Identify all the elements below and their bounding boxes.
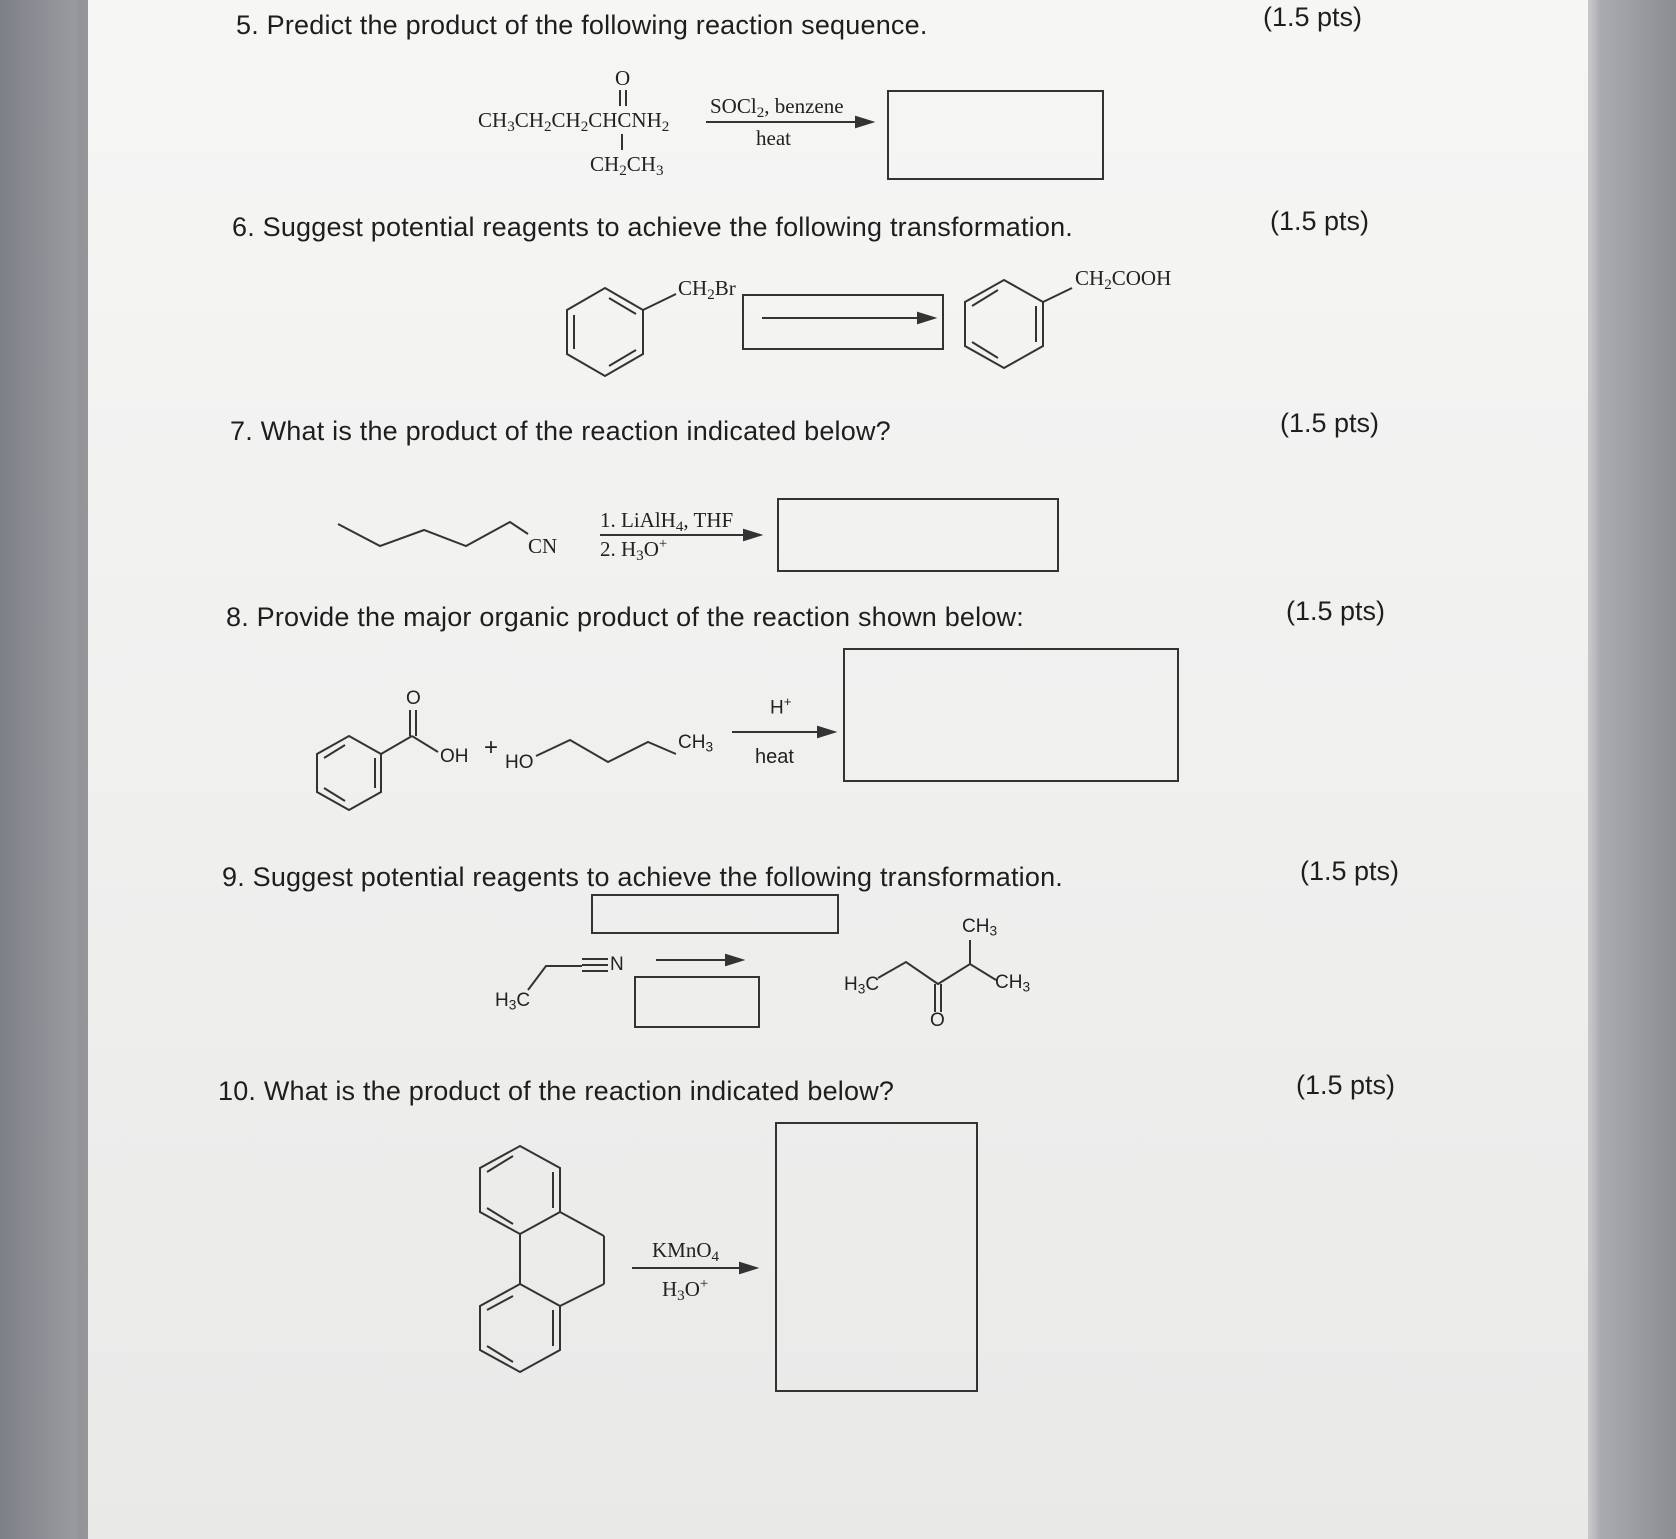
question-number: 10. xyxy=(218,1076,257,1106)
question-5 xyxy=(236,10,928,41)
question-text: What is the product of the reaction indicated below? xyxy=(263,1076,895,1106)
question-8-points: (1.5 pts) xyxy=(1286,596,1386,626)
question-text: Suggest potential reagents to achieve the following transformation. xyxy=(252,862,1064,892)
q8-acid-oh: OH xyxy=(440,746,469,767)
q7-step1: 1. LiAlH$_4$, THF xyxy=(600,508,734,535)
q9-start-methyl: $H_3C$ xyxy=(495,990,531,1013)
q7-answer-box[interactable] xyxy=(777,498,1059,572)
question-10-points: (1.5 pts) xyxy=(1296,1070,1396,1100)
q10-oxidant: KMnO$_4$ xyxy=(652,1238,720,1265)
q7-nitrile: CN xyxy=(528,534,558,558)
q9-product-left-methyl: $H_3C$ xyxy=(844,974,880,997)
q5-main-chain: $CH_3CH_2CH_2CHCNH_2$ xyxy=(478,108,670,135)
q8-plus-sign: + xyxy=(484,734,499,761)
question-number: 7. xyxy=(230,416,253,446)
question-number: 6. xyxy=(232,212,255,242)
question-7 xyxy=(230,416,891,447)
question-text: Provide the major organic product of the reaction shown below: xyxy=(256,602,1024,632)
question-number: 8. xyxy=(226,602,249,632)
question-9 xyxy=(222,862,1063,893)
q10-workup: $H_3O^+$ xyxy=(662,1276,709,1304)
q5-reagent-top: SOCl$_2$, benzene xyxy=(710,94,844,121)
q8-carbonyl-oxygen: O xyxy=(406,688,421,709)
q8-answer-box[interactable] xyxy=(843,648,1179,782)
question-text: Suggest potential reagents to achieve the following transformation. xyxy=(262,212,1074,242)
q7-step2: 2. $H_3O^+$ xyxy=(600,536,668,564)
question-6 xyxy=(232,212,1073,243)
q10-arrow xyxy=(0,0,1,1)
q5-answer-box[interactable] xyxy=(887,90,1104,180)
q9-product-oxygen: O xyxy=(930,1010,945,1031)
question-7-points: (1.5 pts) xyxy=(1280,408,1380,438)
q8-methyl: $CH_3$ xyxy=(678,732,714,755)
q9-product-top-methyl: $CH_3$ xyxy=(962,916,998,939)
q9-nitrile-n: N xyxy=(610,954,624,975)
question-text: What is the product of the reaction indicated below? xyxy=(260,416,891,446)
q5-ethyl-branch: $CH_2CH_3$ xyxy=(590,152,664,179)
question-number: 5. xyxy=(236,10,259,40)
q5-reagent-bottom: heat xyxy=(756,126,791,150)
q8-alcohol-ho: HO xyxy=(505,752,534,773)
q6-reagent-box[interactable] xyxy=(742,294,944,350)
q6-end-group: $CH_2COOH$ xyxy=(1075,266,1172,293)
question-8 xyxy=(226,602,1024,633)
question-10 xyxy=(218,1076,894,1107)
question-9-points: (1.5 pts) xyxy=(1300,856,1400,886)
question-text: Predict the product of the following reaction sequence. xyxy=(266,10,928,40)
q9-reagent-box-top[interactable] xyxy=(591,894,839,934)
q5-carbonyl-oxygen: O xyxy=(615,66,631,90)
q8-condition: heat xyxy=(755,746,794,768)
question-5-points: (1.5 pts) xyxy=(1263,2,1363,32)
q9-reagent-box-bottom[interactable] xyxy=(634,976,760,1028)
q8-catalyst: H+ xyxy=(770,694,792,719)
q6-start-group: $CH_2Br$ xyxy=(678,276,736,303)
q9-product-right-methyl: $CH_3$ xyxy=(995,972,1031,995)
q10-answer-box[interactable] xyxy=(775,1122,978,1392)
question-number: 9. xyxy=(222,862,245,892)
question-6-points: (1.5 pts) xyxy=(1270,206,1370,236)
